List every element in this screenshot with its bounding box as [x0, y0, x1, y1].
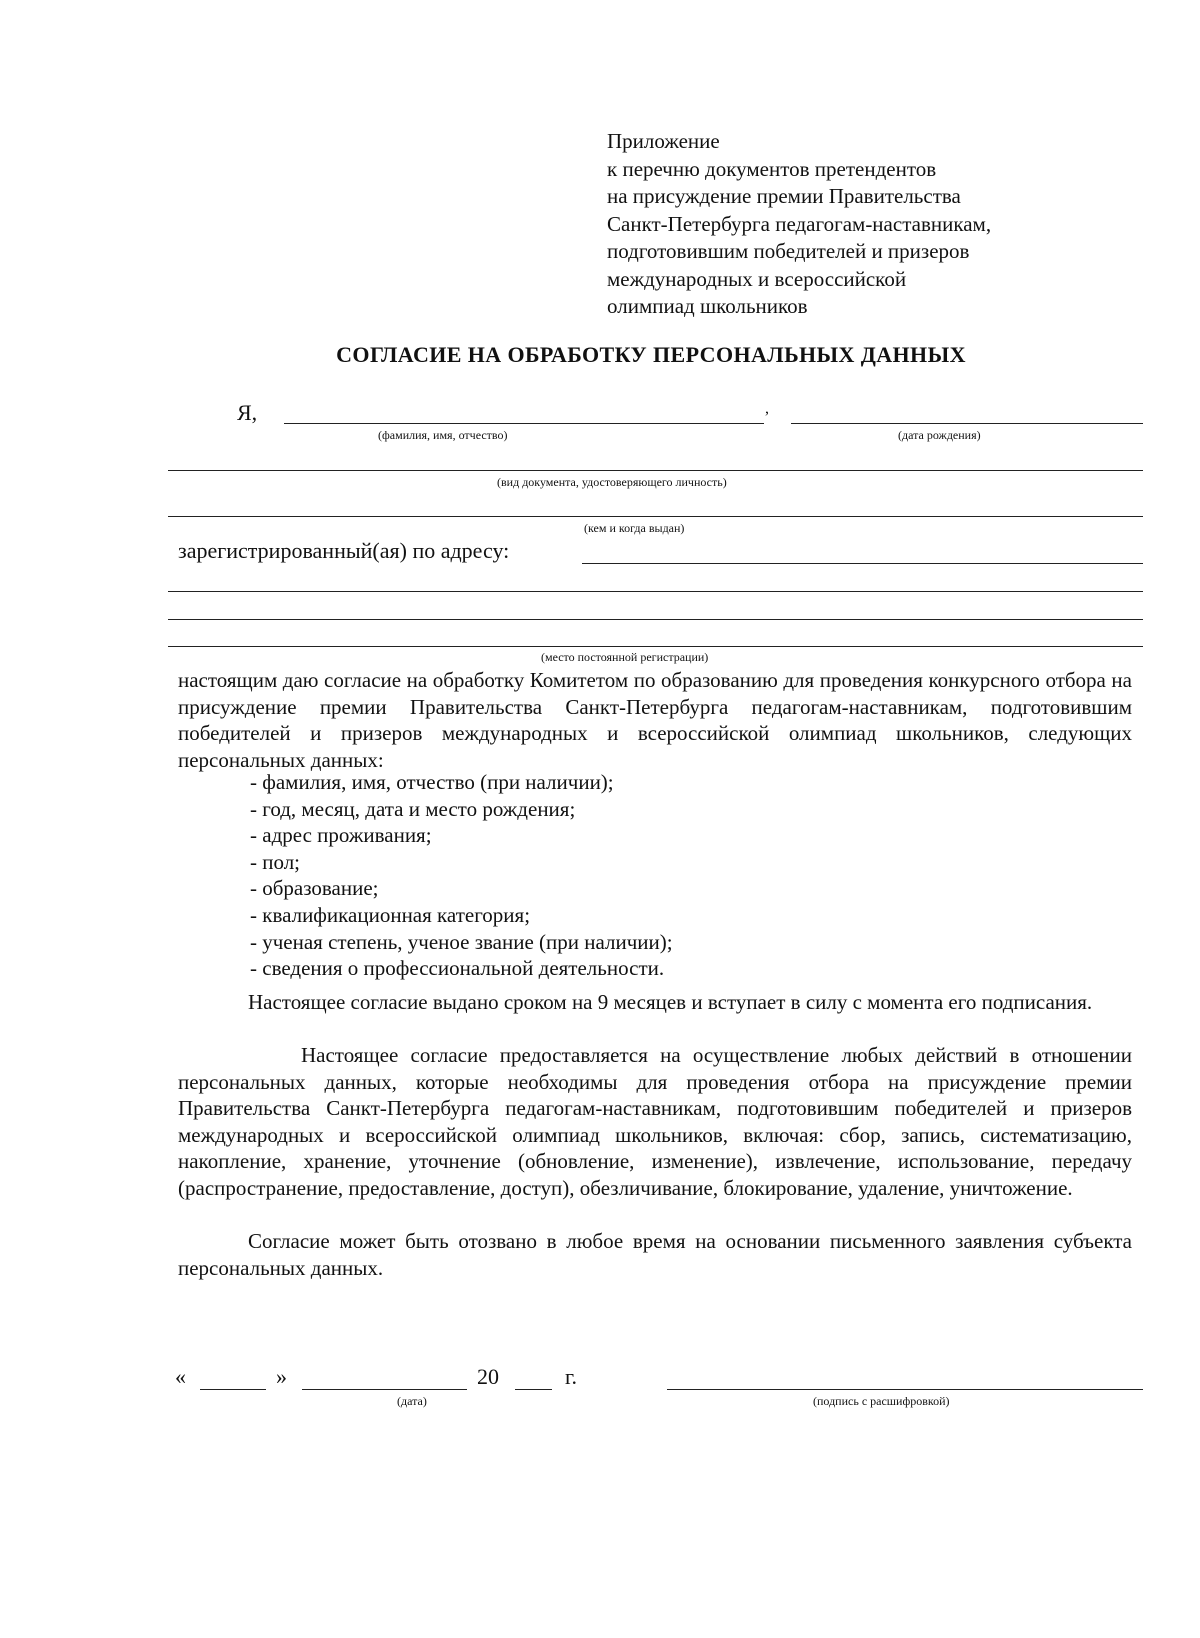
appendix-line: международных и всероссийской [607, 266, 907, 291]
day-field-line[interactable] [200, 1389, 266, 1390]
fio-caption: (фамилия, имя, отчество) [378, 428, 508, 442]
fio-field-line[interactable] [284, 423, 764, 424]
dob-caption: (дата рождения) [898, 428, 981, 442]
personal-data-list [250, 769, 673, 982]
list-item: - фамилия, имя, отчество (при наличии); [250, 770, 614, 794]
list-item: - пол; [250, 849, 301, 874]
registration-caption: (место постоянной регистрации) [541, 650, 709, 664]
appendix-line: олимпиад школьников [607, 294, 808, 318]
list-item: - год, месяц, дата и место рождения; [250, 796, 576, 821]
issued-by-field-line[interactable] [168, 516, 1143, 517]
year-prefix: 20 [477, 1364, 499, 1389]
signature-field-line[interactable] [667, 1389, 1143, 1390]
date-caption: (дата) [397, 1394, 427, 1408]
address-field-line[interactable] [582, 563, 1143, 564]
i-label: Я, [237, 400, 258, 425]
issued-by-caption: (кем и когда выдан) [584, 521, 685, 535]
document-type-field-line[interactable] [168, 470, 1143, 471]
list-item: - квалификационная категория; [250, 902, 531, 927]
document-type-caption: (вид документа, удостоверяющего личность) [497, 475, 727, 489]
appendix-header [607, 128, 1127, 321]
date-open-quote: « [175, 1364, 186, 1389]
signature-caption: (подпись с расшифровкой) [813, 1394, 950, 1408]
appendix-line: к перечню документов претендентов [607, 156, 937, 181]
address-field-line-4[interactable] [168, 646, 1143, 647]
appendix-line: на присуждение премии Правительства [607, 184, 961, 208]
date-close-quote: » [276, 1364, 287, 1389]
list-item: - адрес проживания; [250, 823, 432, 848]
list-item: - сведения о профессиональной деятельности. [250, 956, 665, 981]
address-field-line-2[interactable] [168, 591, 1143, 592]
year-field-line[interactable] [515, 1389, 552, 1390]
address-field-line-3[interactable] [168, 619, 1143, 620]
appendix-line: подготовившим победителей и призеров [607, 239, 970, 263]
validity-paragraph: Настоящее согласие выдано сроком на 9 месяцев и вступает в силу с момента его подписания. [248, 990, 1093, 1014]
dob-field-line[interactable] [791, 423, 1143, 424]
appendix-line: Приложение [607, 129, 720, 153]
address-label: зарегистрированный(ая) по адресу: [178, 538, 510, 563]
appendix-line: Санкт-Петербурга педагогам-наставникам, [607, 211, 992, 236]
comma: , [765, 400, 769, 417]
document-title: СОГЛАСИЕ НА ОБРАБОТКУ ПЕРСОНАЛЬНЫХ ДАННЫХ [336, 342, 966, 367]
list-item: - ученая степень, ученое звание (при наличии); [250, 929, 673, 954]
consent-intro-paragraph: настоящим даю согласие на обработку Комитетом по образованию для проведения конкурсного отбора на присуждение премии Правительства Санкт-Петербурга педагогам-наставникам, подготовившим победителей и призеров международных и всероссийской олимпиад школьников, следующих персональных данных: [178, 668, 1132, 772]
year-suffix: г. [565, 1364, 578, 1389]
month-field-line[interactable] [302, 1389, 467, 1390]
scope-paragraph: Настоящее согласие предоставляется на осуществление любых действий в отношении персональных данных, которые необходимы для проведения отбора на присуждение премии Правительства Санкт-Петербурга педагогам-наставникам, подготовившим победителей и призеров международных и всероссийской олимпиад школьников, включая: сбор, запись, систематизацию, накопление, хранение, уточнение (обновление, изменение), извлечение, использование, передачу (распространение, предоставление, доступ), обезличивание, блокирование, удаление, уничтожение. [178, 1043, 1132, 1200]
list-item: - образование; [250, 876, 379, 901]
revocation-paragraph: Согласие может быть отозвано в любое время на основании письменного заявления субъекта персональных данных. [178, 1229, 1132, 1280]
